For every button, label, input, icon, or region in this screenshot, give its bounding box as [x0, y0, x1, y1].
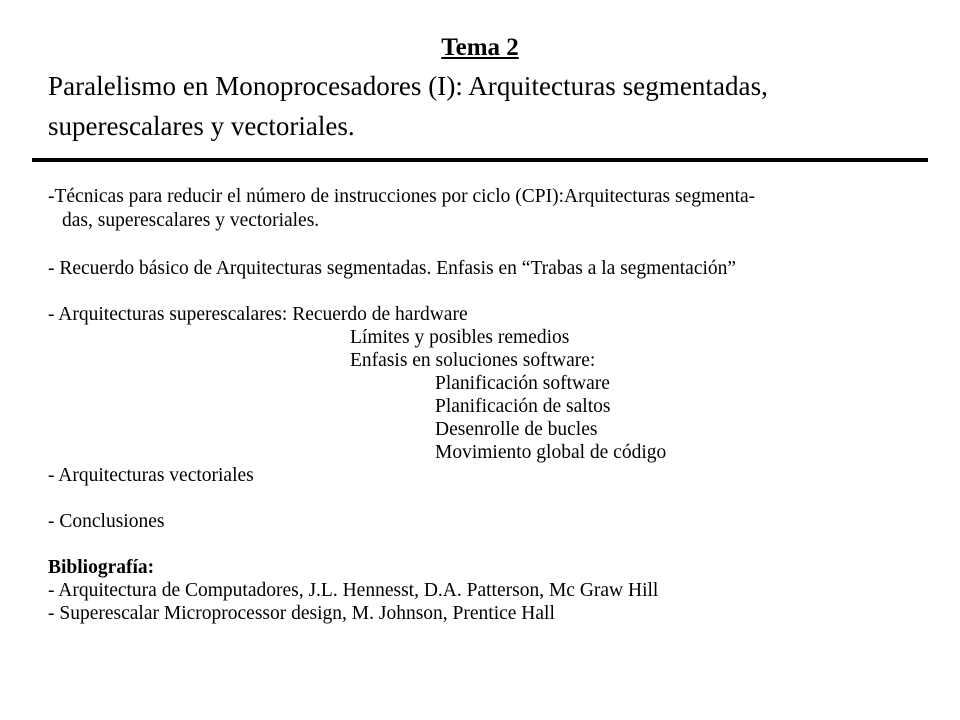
subsubitem-desenrolle: Desenrolle de bucles	[435, 419, 598, 440]
subitem-enfasis: Enfasis en soluciones software:	[350, 350, 596, 371]
bullet-superescalares: - Arquitecturas superescalares: Recuerdo de hardware	[48, 304, 468, 325]
slide-title-line-2: superescalares y vectoriales.	[48, 111, 355, 141]
bullet-vectoriales: - Arquitecturas vectoriales	[48, 465, 254, 486]
slide-topic-number: Tema 2	[441, 34, 519, 61]
slide-title-line-1: Paralelismo en Monoprocesadores (I): Arquitecturas segmentadas,	[48, 71, 768, 101]
subsubitem-movimiento: Movimiento global de código	[435, 442, 667, 463]
subsubitem-planificacion-saltos: Planificación de saltos	[435, 396, 611, 417]
subsubitem-planificacion-software: Planificación software	[435, 373, 610, 394]
bullet-tecnicas-line-1: -Técnicas para reducir el número de instrucciones por ciclo (CPI):Arquitecturas segmenta-	[48, 186, 756, 207]
bibliography-item: - Superescalar Microprocessor design, M. Johnson, Prentice Hall	[48, 603, 555, 624]
subitem-limites: Límites y posibles remedios	[350, 327, 570, 348]
bullet-tecnicas-line-2: das, superescalares y vectoriales.	[62, 210, 320, 231]
bibliography-heading: Bibliografía:	[48, 557, 155, 578]
bullet-recuerdo: - Recuerdo básico de Arquitecturas segmentadas. Enfasis en “Trabas a la segmentación”	[48, 258, 737, 279]
title-divider	[32, 158, 928, 162]
bibliography-item: - Arquitectura de Computadores, J.L. Hennesst, D.A. Patterson, Mc Graw Hill	[48, 580, 659, 601]
bullet-conclusiones: - Conclusiones	[48, 511, 165, 532]
